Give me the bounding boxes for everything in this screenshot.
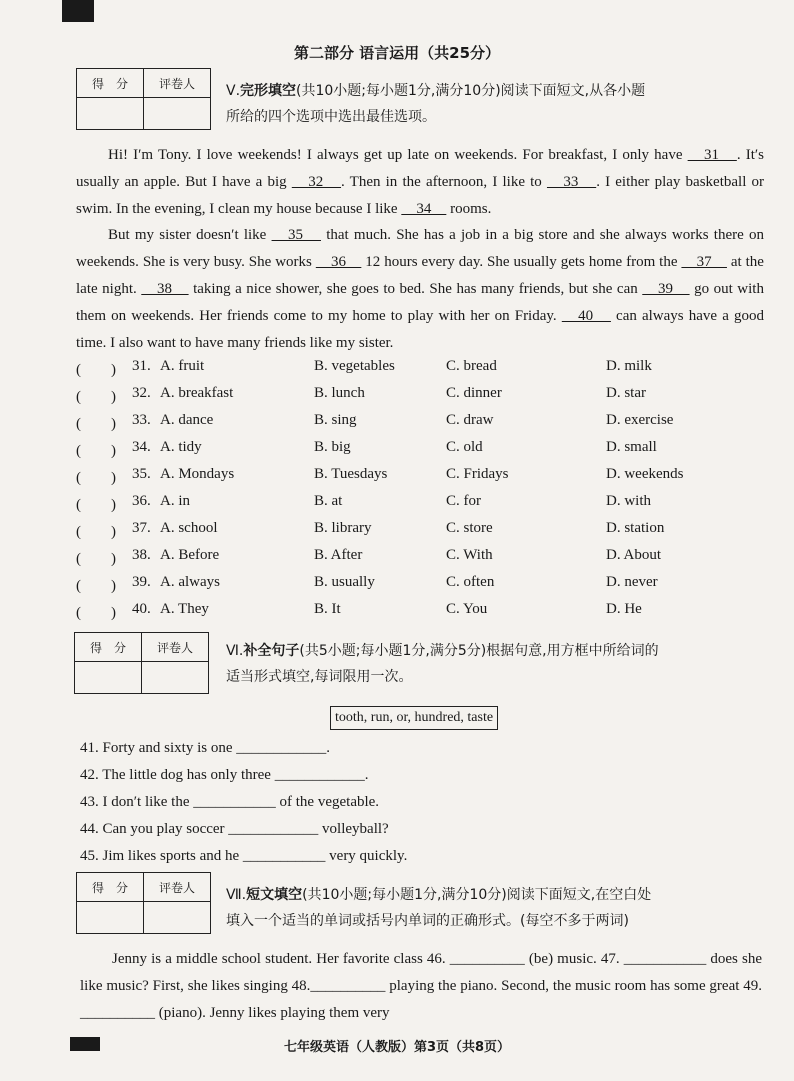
answer-paren[interactable]: ( ) [76, 551, 116, 567]
option-a[interactable]: A. always [160, 574, 220, 590]
option-c[interactable]: C. dinner [446, 385, 502, 401]
question-row [76, 439, 766, 466]
option-a[interactable]: A. in [160, 493, 190, 509]
option-a[interactable]: A. fruit [160, 358, 205, 374]
fill-blank-47[interactable]: ___________ [623, 951, 707, 967]
fill-blank[interactable]: ___________ [242, 848, 326, 864]
option-d[interactable]: D. weekends [606, 466, 684, 482]
option-b[interactable]: B. usually [314, 574, 375, 590]
section5-desc-1: (共10小题;每小题1分,满分10分)阅读下面短文,从各小题 [296, 83, 646, 99]
option-c[interactable]: C. draw [446, 412, 494, 428]
blank-35: 35 [271, 227, 321, 244]
sentence-41: 41. Forty and sixty is one ____________. [80, 740, 330, 756]
question-row [76, 412, 766, 439]
section6-desc-2: 适当形式填空,每词限用一次。 [226, 669, 413, 685]
answer-paren[interactable]: ( ) [76, 497, 116, 513]
question-num: 38. [132, 547, 151, 563]
blank-40: 40 [561, 307, 611, 324]
score-box-section7 [76, 872, 211, 934]
option-d[interactable]: D. station [606, 520, 665, 536]
fill-blank[interactable]: ____________ [228, 821, 319, 837]
word-box: tooth, run, or, hundred, taste [330, 706, 498, 730]
score-label: 得 分 [75, 633, 142, 662]
answer-paren[interactable]: ( ) [76, 362, 116, 378]
score-cell[interactable] [77, 902, 144, 934]
question-num: 32. [132, 385, 151, 401]
option-c[interactable]: C. old [446, 439, 483, 455]
fill-blank[interactable]: ____________ [274, 767, 365, 783]
option-d[interactable]: D. exercise [606, 412, 674, 428]
grader-label: 评卷人 [142, 633, 209, 662]
answer-paren[interactable]: ( ) [76, 578, 116, 594]
option-a[interactable]: A. Before [160, 547, 220, 563]
option-d[interactable]: D. with [606, 493, 651, 509]
answer-paren[interactable]: ( ) [76, 416, 116, 432]
section7-desc-1: (共10小题;每小题1分,满分10分)阅读下面短文,在空白处 [302, 887, 652, 903]
option-b[interactable]: B. After [314, 547, 363, 563]
passage-line: Jenny is a middle school student. Her favorite class 46. __________ (be) music. 47. ___________ does she like music? First, she likes singing 48.__________ playing the piano. Second, the music room has some great 49. __________ (piano). Jenny likes playing them very [80, 951, 762, 1021]
blank-37: 37 [681, 254, 727, 271]
option-c[interactable]: C. With [446, 547, 493, 563]
section6-instructions [226, 638, 766, 690]
passage-paragraph-1: Hi! I′m Tony. I love weekends! I always get up late on weekends. For breakfast, I only have 31 . It′s usually an apple. But I have a big 32 . Then in the afternoon, I like to 33 . I either play basketball or swim. In the evening, I clean my house because I like 34 rooms. [76, 147, 765, 217]
grader-cell[interactable] [142, 662, 209, 694]
option-c[interactable]: C. often [446, 574, 495, 590]
option-b[interactable]: B. library [314, 520, 372, 536]
sentence-45: 45. Jim likes sports and he ___________ very quickly. [80, 848, 408, 864]
question-row [76, 358, 766, 385]
fill-blank[interactable]: ___________ [193, 794, 276, 810]
grader-cell[interactable] [144, 98, 211, 130]
option-d[interactable]: D. About [606, 547, 662, 563]
option-b[interactable]: B. Tuesdays [314, 466, 388, 482]
section6-num: Ⅵ. [226, 643, 244, 659]
blank-31: 31 [687, 147, 737, 163]
option-b[interactable]: B. It [314, 601, 341, 617]
blank-36: 36 [315, 254, 362, 271]
part-title: 第二部分 语言运用（共25分） [293, 44, 501, 62]
option-c[interactable]: C. store [446, 520, 493, 536]
option-b[interactable]: B. at [314, 493, 343, 509]
answer-paren[interactable]: ( ) [76, 443, 116, 459]
section7-desc-2: 填入一个适当的单词或括号内单词的正确形式。(每空不多于两词) [226, 913, 629, 929]
option-a[interactable]: A. dance [160, 412, 214, 428]
fill-blank-48[interactable]: __________ [310, 977, 386, 994]
question-row [76, 493, 766, 520]
question-row [76, 547, 766, 574]
section6-title: 补全句子 [243, 643, 300, 659]
option-a[interactable]: A. They [160, 601, 209, 617]
option-b[interactable]: B. lunch [314, 385, 365, 401]
option-d[interactable]: D. never [606, 574, 658, 590]
page-footer: 七年级英语（人教版）第3页（共8页） [283, 1040, 511, 1055]
section5-instructions [226, 78, 766, 130]
score-label: 得 分 [77, 873, 144, 902]
option-c[interactable]: C. bread [446, 358, 497, 374]
question-num: 34. [132, 439, 151, 455]
answer-paren[interactable]: ( ) [76, 524, 116, 540]
grader-label: 评卷人 [144, 873, 211, 902]
corner-mark-top [62, 0, 94, 22]
score-label: 得 分 [77, 69, 144, 98]
option-c[interactable]: C. You [446, 601, 488, 617]
option-b[interactable]: B. sing [314, 412, 357, 428]
fill-blank[interactable]: ____________ [236, 740, 327, 756]
option-a[interactable]: A. tidy [160, 439, 202, 455]
option-c[interactable]: C. Fridays [446, 466, 509, 482]
cloze-passage [76, 142, 764, 356]
question-num: 37. [132, 520, 151, 536]
option-a[interactable]: A. breakfast [160, 385, 234, 401]
answer-paren[interactable]: ( ) [76, 389, 116, 405]
section7-instructions [226, 882, 766, 934]
sentence-43: 43. I don′t like the ___________ of the vegetable. [80, 794, 380, 810]
option-b[interactable]: B. vegetables [314, 358, 395, 374]
section7-title: 短文填空 [246, 887, 303, 903]
option-a[interactable]: A. school [160, 520, 218, 536]
option-c[interactable]: C. for [446, 493, 481, 509]
question-num: 39. [132, 574, 151, 590]
section7-num: Ⅶ. [226, 887, 247, 903]
grader-label: 评卷人 [144, 69, 211, 98]
question-num: 36. [132, 493, 151, 509]
blank-34: 34 [401, 200, 447, 217]
sentence-42: 42. The little dog has only three ____________. [80, 767, 369, 783]
question-row [76, 574, 766, 601]
grader-cell[interactable] [144, 902, 211, 934]
score-box-section6 [74, 632, 209, 694]
question-row [76, 520, 766, 547]
blank-39: 39 [642, 280, 690, 297]
option-d[interactable]: D. milk [606, 358, 652, 374]
option-d[interactable]: D. star [606, 385, 646, 401]
question-row [76, 601, 766, 628]
score-cell[interactable] [75, 662, 142, 694]
score-box-section5 [76, 68, 211, 130]
score-cell[interactable] [77, 98, 144, 130]
passage-paragraph-2: But my sister doesn′t like 35 that much. She has a job in a big store and she always works there on weekends. She is very busy. She works 36 12 hours every day. She usually gets home from the 37 at the late night. 38 taking a nice shower, she goes to bed. She has many friends, but she can 39 go out with them on weekends. Her friends come to my home to play with her on Friday. 40 can always have a good time. I also want to have many friends like my sister. [76, 227, 764, 351]
question-row [76, 466, 766, 493]
option-a[interactable]: A. Mondays [160, 466, 235, 482]
blank-32: 32 [291, 173, 342, 190]
section5-num: Ⅴ. [226, 83, 241, 99]
question-num: 33. [132, 412, 151, 428]
section6-desc-1: (共5小题;每小题1分,满分5分)根据句意,用方框中所给词的 [299, 643, 659, 659]
option-b[interactable]: B. big [314, 439, 351, 455]
section5-title: 完形填空 [240, 83, 297, 99]
section5-desc-2: 所给的四个选项中选出最佳选项。 [226, 109, 436, 125]
answer-paren[interactable]: ( ) [76, 470, 116, 486]
question-num: 35. [132, 466, 151, 482]
sentence-44: 44. Can you play soccer ____________ volleyball? [80, 821, 389, 837]
blank-38: 38 [141, 280, 189, 297]
option-d[interactable]: D. He [606, 601, 642, 617]
fill-blank-49[interactable]: __________ [80, 1004, 155, 1021]
fill-blank-46[interactable]: __________ [449, 951, 525, 967]
blank-33: 33 [546, 173, 597, 190]
answer-paren[interactable]: ( ) [76, 605, 116, 621]
question-num: 31. [132, 358, 151, 374]
question-num: 40. [132, 601, 151, 617]
question-row [76, 385, 766, 412]
option-d[interactable]: D. small [606, 439, 657, 455]
fill-passage [80, 946, 762, 1026]
